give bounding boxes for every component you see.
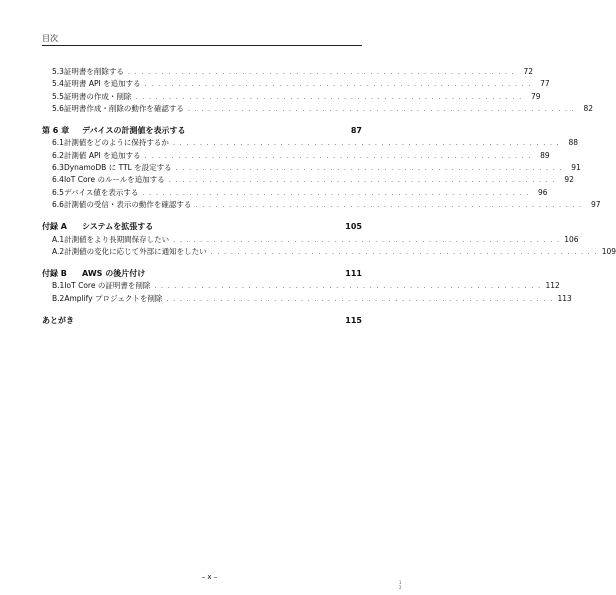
- toc-page-number: 111: [345, 269, 362, 279]
- toc-page-number: 79: [531, 91, 541, 101]
- toc-title: 計測値をより長期間保存したい: [64, 234, 170, 244]
- toc-number: あとがき: [42, 316, 74, 326]
- toc-number: B.2: [52, 293, 65, 303]
- toc-number: 5.6: [52, 103, 64, 113]
- toc-gap: [42, 305, 362, 315]
- toc-dot-leader: . . . . . . . . . . . . . . . . . . . . . . . . . . . . . . . . . . . . . . . . . . . . . . . . . . . . . . . . . .: [127, 68, 516, 76]
- toc-section-row[interactable]: [42, 234, 579, 246]
- toc-number: 5.5: [52, 91, 64, 101]
- toc-dot-leader: . . . . . . . . . . . . . . . . . . . . . . . . . . . . . . . . . . . . . . . . . . . . . . . . . . . . . . . . . .: [195, 200, 583, 209]
- toc-title: 証明書 API を追加する: [63, 79, 141, 89]
- toc-chapter-row[interactable]: [42, 221, 362, 233]
- toc-number: B.1: [52, 281, 65, 291]
- toc-title: デバイスの計測値を表示する: [82, 126, 186, 136]
- toc-page-number: 88: [568, 138, 579, 148]
- edge-mark-bottom: 2: [399, 585, 402, 590]
- toc-number: 6.4: [52, 175, 64, 185]
- toc-title: 計測値 API を追加する: [63, 150, 141, 160]
- toc-dot-leader: . . . . . . . . . . . . . . . . . . . . . . . . . . . . . . . . . . . . . . . . . . . . . . . . . . . . . . . . . .: [144, 80, 532, 89]
- toc-page-number: 91: [571, 163, 581, 173]
- toc-page-number: 106: [564, 234, 579, 244]
- toc-title: IoT Core のルールを追加する: [63, 175, 165, 185]
- toc-section-row[interactable]: [42, 199, 601, 211]
- toc-dot-leader: . . . . . . . . . . . . . . . . . . . . . . . . . . . . . . . . . . . . . . . . . . . . . . . . . . . . . . . . . .: [166, 294, 554, 303]
- toc-section-row[interactable]: [42, 162, 581, 174]
- toc-dot-leader: . . . . . . . . . . . . . . . . . . . . . . . . . . . . . . . . . . . . . . . . . . . . . . . . . . . . . . . . . .: [144, 151, 532, 160]
- toc-title: 証明書作成・削除の動作を確認する: [63, 103, 184, 113]
- toc-title: 計測値の受信・表示の動作を確認する: [63, 199, 192, 209]
- toc-number: 6.3: [52, 163, 64, 173]
- toc-title: AWS の後片付け: [82, 269, 146, 279]
- toc-section-row[interactable]: [42, 91, 541, 103]
- toc-number: A.2: [52, 246, 65, 256]
- toc-section-row[interactable]: [42, 66, 534, 78]
- edge-mark-top: 1: [399, 580, 402, 585]
- toc-section-row[interactable]: [42, 78, 550, 90]
- toc-section-row[interactable]: [42, 150, 550, 162]
- toc-number: 6.5: [52, 187, 64, 197]
- table-of-contents: [42, 66, 616, 327]
- toc-dot-leader: . . . . . . . . . . . . . . . . . . . . . . . . . . . . . . . . . . . . . . . . . . . . . . . . . . . . . . . . . .: [168, 176, 556, 185]
- toc-page-number: 97: [591, 199, 601, 209]
- toc-number: 5.4: [52, 79, 64, 89]
- toc-title: 証明書の作成・削除: [63, 91, 132, 101]
- toc-page-number: 82: [583, 103, 594, 113]
- toc-title: IoT Core の証明書を削除: [64, 281, 151, 291]
- toc-dot-leader: . . . . . . . . . . . . . . . . . . . . . . . . . . . . . . . . . . . . . . . . . . . . . . . . . . . . . . . . . .: [187, 104, 576, 113]
- toc-title: システムを拡張する: [82, 222, 154, 232]
- toc-dot-leader: . . . . . . . . . . . . . . . . . . . . . . . . . . . . . . . . . . . . . . . . . . . . . . . . . . . . . . . . . .: [154, 282, 542, 291]
- toc-title: 計測値の変化に応じて外部に通知をしたい: [64, 246, 207, 256]
- toc-number: 付録 A: [42, 222, 67, 232]
- toc-number: 5.3: [52, 67, 64, 76]
- toc-section-row[interactable]: [42, 293, 572, 305]
- toc-chapter-row[interactable]: [42, 315, 362, 327]
- running-head: 目次: [42, 34, 58, 43]
- toc-page-number: 113: [557, 293, 572, 303]
- toc-chapter-row[interactable]: [42, 125, 362, 137]
- toc-page-number: 87: [350, 126, 362, 136]
- toc-gap: [42, 115, 362, 125]
- edge-mark: [399, 580, 402, 590]
- toc-dot-leader: . . . . . . . . . . . . . . . . . . . . . . . . . . . . . . . . . . . . . . . . . . . . . . . . . . . . . . . . . .: [175, 164, 563, 173]
- toc-page-number: 112: [545, 281, 560, 291]
- toc-gap: [42, 258, 362, 268]
- toc-dot-leader: . . . . . . . . . . . . . . . . . . . . . . . . . . . . . . . . . . . . . . . . . . . . . . . . . . . . . . . . . .: [210, 247, 598, 256]
- toc-page-number: 92: [564, 175, 574, 185]
- toc-section-row[interactable]: [42, 187, 548, 199]
- toc-title: DynamoDB に TTL を設定する: [63, 163, 172, 173]
- toc-section-row[interactable]: [42, 280, 560, 292]
- toc-chapter-row[interactable]: [42, 268, 362, 280]
- toc-page-number: 105: [345, 222, 362, 232]
- toc-page-number: 109: [601, 246, 616, 256]
- toc-page-number: 72: [523, 67, 534, 76]
- toc-number: 第 6 章: [42, 126, 70, 136]
- toc-page-number: 89: [540, 150, 550, 160]
- toc-gap: [42, 211, 362, 221]
- toc-page-number: 77: [540, 79, 550, 89]
- toc-dot-leader: . . . . . . . . . . . . . . . . . . . . . . . . . . . . . . . . . . . . . . . . . . . . . . . . . . . . . . . . . .: [135, 92, 523, 101]
- header-rule: [42, 45, 362, 46]
- toc-section-row[interactable]: [42, 137, 579, 149]
- page-folio: – x –: [201, 573, 218, 581]
- toc-number: A.1: [52, 234, 65, 244]
- toc-page-number: 96: [537, 187, 548, 197]
- toc-page-number: 115: [345, 316, 362, 326]
- toc-title: Amplify プロジェクトを削除: [64, 293, 163, 303]
- toc-section-row[interactable]: [42, 246, 616, 258]
- toc-dot-leader: . . . . . . . . . . . . . . . . . . . . . . . . . . . . . . . . . . . . . . . . . . . . . . . . . . . . . . . . . .: [142, 188, 530, 197]
- toc-title: 証明書を削除する: [63, 67, 124, 76]
- toc-number: 6.6: [52, 199, 64, 209]
- toc-number: 付録 B: [42, 269, 67, 279]
- toc-number: 6.2: [52, 150, 64, 160]
- toc-dot-leader: . . . . . . . . . . . . . . . . . . . . . . . . . . . . . . . . . . . . . . . . . . . . . . . . . . . . . . . . . .: [172, 139, 561, 148]
- toc-title: デバイス値を表示する: [63, 187, 139, 197]
- toc-section-row[interactable]: [42, 103, 594, 115]
- toc-number: 6.1: [52, 138, 64, 148]
- toc-dot-leader: . . . . . . . . . . . . . . . . . . . . . . . . . . . . . . . . . . . . . . . . . . . . . . . . . . . . . . . . . .: [173, 235, 561, 244]
- toc-section-row[interactable]: [42, 174, 574, 186]
- toc-title: 計測値をどのように保持するか: [63, 138, 169, 148]
